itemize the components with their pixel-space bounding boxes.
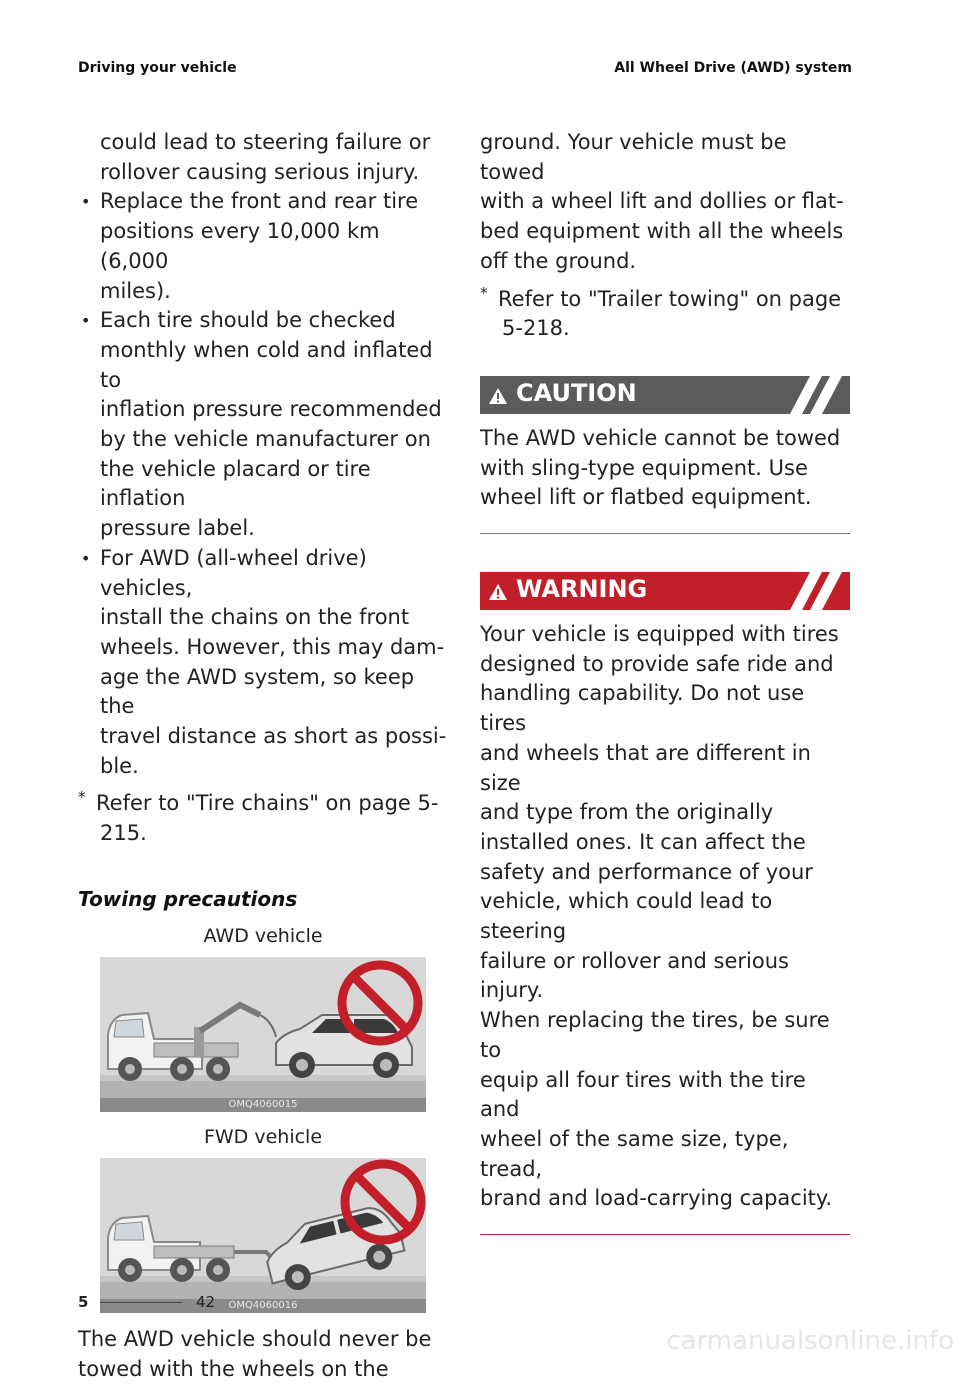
trailer-towing-note — [480, 285, 850, 344]
warning-line: installed ones. It can affect the — [480, 829, 806, 854]
list-item — [78, 306, 448, 544]
right-intro-line: bed equipment with all the wheels — [480, 219, 844, 244]
warning-banner — [480, 572, 850, 610]
left-outro — [78, 1325, 448, 1384]
right-intro-line: with a wheel lift and dollies or flat- — [480, 189, 844, 214]
note-line: 215. — [100, 821, 147, 846]
warning-text — [480, 620, 850, 1214]
fwd-towing-illustration — [100, 1158, 426, 1313]
footer-divider — [100, 1302, 182, 1303]
caution-divider — [480, 533, 850, 534]
bullet-line: For AWD (all-wheel drive) vehicles, — [100, 545, 367, 600]
footer-section-number: 5 — [78, 1293, 89, 1311]
bullet-line: Each tire should be checked — [100, 308, 396, 333]
warning-triangle-icon — [488, 387, 508, 405]
warning-line: and wheels that are different in size — [480, 740, 811, 795]
warning-line: When replacing the tires, be sure to — [480, 1008, 830, 1062]
left-intro-line: could lead to steering failure or — [100, 130, 431, 154]
caution-line: wheel lift or flatbed equipment. — [480, 485, 812, 510]
warning-line: wheel of the same size, type, tread, — [480, 1126, 789, 1181]
warning-divider — [480, 1234, 850, 1235]
warning-line: handling capability. Do not use tires — [480, 681, 805, 736]
awd-tow-truck-image — [100, 957, 426, 1112]
left-outro-line: towed with the wheels on the — [78, 1356, 389, 1381]
warning-line: safety and performance of your — [480, 859, 813, 884]
caution-line: with sling-type equipment. Use — [480, 455, 808, 480]
header-topic-title: All Wheel Drive (AWD) system — [614, 60, 852, 76]
warning-line: equip all four tires with the tire and — [480, 1067, 806, 1122]
bullet-line: pressure label. — [100, 516, 255, 541]
figure-label-awd: AWD vehicle — [203, 924, 323, 947]
bullet-line: ble. — [100, 753, 139, 778]
tire-bullet-list — [78, 187, 448, 781]
bullet-line: by the vehicle manufacturer on — [100, 427, 431, 452]
bullet-line: positions every 10,000 km (6,000 — [100, 219, 380, 273]
warning-line: failure or rollover and serious injury. — [480, 948, 789, 1003]
bullet-line: miles). — [100, 278, 171, 303]
fwd-tow-truck-image — [100, 1158, 426, 1313]
header-section-title: Driving your vehicle — [78, 60, 237, 76]
left-intro-line: rollover causing serious injury. — [100, 159, 420, 184]
awd-towing-illustration — [100, 957, 426, 1112]
warning-line: and type from the originally — [480, 800, 774, 825]
caution-text — [480, 424, 850, 513]
list-item — [78, 544, 448, 782]
bullet-line: wheels. However, this may dam- — [100, 634, 445, 659]
banner-stripes-icon — [790, 572, 850, 610]
right-intro-line: off the ground. — [480, 248, 637, 273]
caution-banner — [480, 376, 850, 414]
note-line: Refer to "Tire chains" on page 5- — [96, 791, 439, 816]
tire-chains-note — [78, 789, 448, 848]
warning-line: Your vehicle is equipped with tires — [480, 622, 839, 647]
bullet-line: monthly when cold and inflated to — [100, 337, 433, 392]
footnote-star: * — [78, 788, 86, 807]
bullet-line: Replace the front and rear tire — [100, 189, 419, 214]
right-column — [480, 128, 850, 1235]
note-line: 5-218. — [502, 316, 570, 341]
warning-line: vehicle, which could lead to steering — [480, 889, 773, 944]
right-intro-line: ground. Your vehicle must be towed — [480, 130, 787, 184]
bullet-line: age the AWD system, so keep the — [100, 664, 415, 719]
bullet-line: inflation pressure recommended — [100, 397, 442, 422]
figure-code: OMQ4060015 — [100, 1098, 426, 1112]
figure-code: OMQ4060016 — [100, 1299, 426, 1313]
left-column — [78, 128, 448, 1384]
caution-title: CAUTION — [516, 378, 637, 407]
caution-line: The AWD vehicle cannot be towed — [480, 425, 841, 450]
left-intro — [78, 128, 448, 187]
banner-stripes-icon — [790, 376, 850, 414]
warning-title: WARNING — [516, 575, 648, 604]
left-outro-line: The AWD vehicle should never be — [78, 1326, 432, 1351]
footnote-star: * — [480, 283, 488, 302]
section-title-towing: Towing precautions — [78, 886, 298, 911]
footer-page-number: 42 — [196, 1293, 216, 1311]
list-item — [78, 187, 448, 306]
warning-triangle-icon — [488, 583, 508, 601]
right-intro — [480, 128, 850, 277]
bullet-line: install the chains on the front — [100, 605, 410, 630]
note-line: Refer to "Trailer towing" on page — [498, 286, 842, 311]
warning-line: brand and load-carrying capacity. — [480, 1186, 833, 1211]
watermark: carmanualsonline.info — [666, 1326, 954, 1356]
warning-line: designed to provide safe ride and — [480, 651, 834, 676]
bullet-line: the vehicle placard or tire inflation — [100, 456, 371, 511]
figure-label-fwd: FWD vehicle — [203, 1125, 323, 1148]
bullet-line: travel distance as short as possi- — [100, 724, 447, 749]
